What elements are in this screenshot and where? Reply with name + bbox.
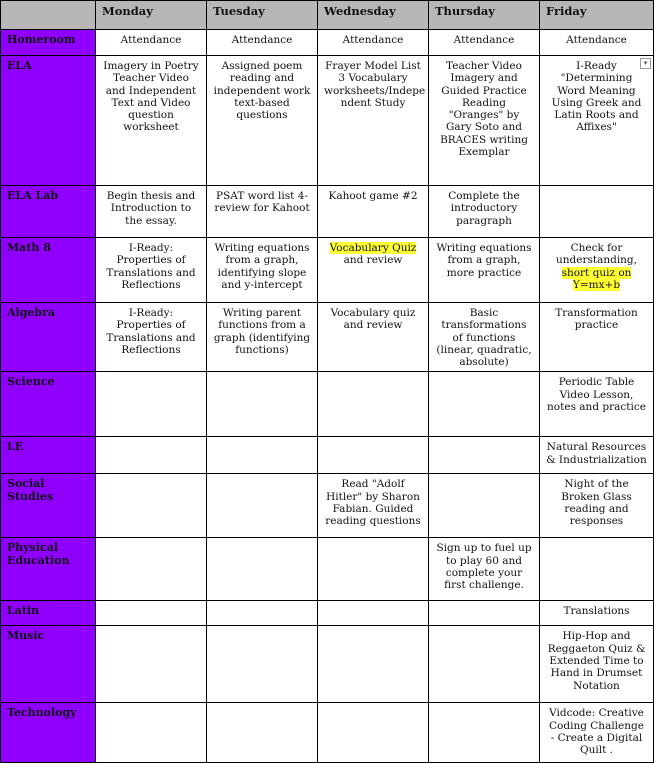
cell-tuesday <box>207 474 318 538</box>
schedule-row <box>1 186 654 238</box>
cell-friday: Attendance <box>540 30 654 56</box>
subject-label: Algebra <box>1 303 96 372</box>
cell-tuesday: Writing equations from a graph, identifying slope and y-intercept <box>207 238 318 303</box>
cell-tuesday: Assigned poem reading and independent work text-based questions <box>207 56 318 186</box>
cell-thursday: Attendance <box>429 30 540 56</box>
cell-wednesday: Frayer Model List 3 Vocabulary worksheets/Indepe ndent Study <box>318 56 429 186</box>
cell-monday: Attendance <box>96 30 207 56</box>
cell-text: and review <box>343 254 403 267</box>
cell-tuesday <box>207 437 318 474</box>
cell-friday: Translations <box>540 601 654 626</box>
cell-text: Check for understanding, <box>555 242 637 267</box>
cell-monday <box>96 703 207 763</box>
subject-label: Homeroom <box>1 30 96 56</box>
cell-tuesday: Attendance <box>207 30 318 56</box>
cell-friday: Night of the Broken Glass reading and responses <box>540 474 654 538</box>
cell-monday <box>96 372 207 437</box>
cell-thursday: Sign up to fuel up to play 60 and complete your first challenge. <box>429 538 540 601</box>
day-header-tuesday: Tuesday <box>207 1 318 30</box>
cell-wednesday <box>318 538 429 601</box>
schedule-row <box>1 538 654 601</box>
highlighted-text: Vocabulary Quiz <box>329 242 417 254</box>
subject-label: Technology <box>1 703 96 763</box>
schedule-row <box>1 56 654 186</box>
cell-friday: Vidcode: Creative Coding Challenge - Create a Digital Quilt . <box>540 703 654 763</box>
day-header-wednesday: Wednesday <box>318 1 429 30</box>
cell-wednesday <box>318 238 429 303</box>
schedule-row <box>1 372 654 437</box>
cell-thursday <box>429 601 540 626</box>
cell-monday: I-Ready: Properties of Translations and Reflections <box>96 238 207 303</box>
cell-tuesday <box>207 626 318 703</box>
highlighted-text: short quiz on Y=mx+b <box>561 266 632 291</box>
cell-friday: I-Ready "Determining Word Meaning Using Greek and Latin Roots and Affixes" ▾ <box>540 56 654 186</box>
schedule-row <box>1 474 654 538</box>
cell-thursday: Basic transformations of functions (linear, quadratic, absolute) <box>429 303 540 372</box>
cell-monday <box>96 538 207 601</box>
schedule-body <box>1 30 654 763</box>
cell-monday: I-Ready: Properties of Translations and Reflections <box>96 303 207 372</box>
cell-monday <box>96 601 207 626</box>
header-row <box>1 1 654 30</box>
cell-monday <box>96 474 207 538</box>
cell-thursday <box>429 474 540 538</box>
cell-wednesday <box>318 703 429 763</box>
schedule-row <box>1 437 654 474</box>
cell-wednesday <box>318 626 429 703</box>
schedule-row <box>1 303 654 372</box>
cell-tuesday: Writing parent functions from a graph (identifying functions) <box>207 303 318 372</box>
cell-thursday <box>429 372 540 437</box>
schedule-row <box>1 626 654 703</box>
cell-friday <box>540 186 654 238</box>
subject-label: ELA Lab <box>1 186 96 238</box>
cell-tuesday <box>207 703 318 763</box>
cell-tuesday <box>207 601 318 626</box>
cell-friday <box>540 538 654 601</box>
cell-friday: Transformation practice <box>540 303 654 372</box>
schedule-row <box>1 238 654 303</box>
subject-label: Latin <box>1 601 96 626</box>
cell-thursday <box>429 626 540 703</box>
subject-label: ELA <box>1 56 96 186</box>
cell-wednesday <box>318 437 429 474</box>
schedule-row <box>1 30 654 56</box>
cell-friday: Hip-Hop and Reggaeton Quiz & Extended Time to Hand in Drumset Notation <box>540 626 654 703</box>
cell-tuesday <box>207 538 318 601</box>
subject-label: Physical Education <box>1 538 96 601</box>
cell-wednesday: Attendance <box>318 30 429 56</box>
cell-wednesday: Kahoot game #2 <box>318 186 429 238</box>
cell-monday: Begin thesis and Introduction to the essay. <box>96 186 207 238</box>
schedule-row <box>1 703 654 763</box>
subject-label: Social Studies <box>1 474 96 538</box>
cell-thursday <box>429 703 540 763</box>
day-header-thursday: Thursday <box>429 1 540 30</box>
day-header-friday: Friday <box>540 1 654 30</box>
cell-wednesday: Read "Adolf Hitler" by Sharon Fabian. Guided reading questions <box>318 474 429 538</box>
cell-thursday <box>429 437 540 474</box>
subject-label: Music <box>1 626 96 703</box>
cell-tuesday: PSAT word list 4-review for Kahoot <box>207 186 318 238</box>
cell-friday <box>540 238 654 303</box>
cell-wednesday <box>318 372 429 437</box>
corner-cell <box>1 1 96 30</box>
cell-thursday: Complete the introductory paragraph <box>429 186 540 238</box>
cell-friday: Natural Resources & Industrialization <box>540 437 654 474</box>
cell-thursday: Teacher Video Imagery and Guided Practice Reading "Oranges" by Gary Soto and BRACES writing Exemplar <box>429 56 540 186</box>
cell-tuesday <box>207 372 318 437</box>
subject-label: Science <box>1 372 96 437</box>
cell-monday <box>96 626 207 703</box>
schedule-row <box>1 601 654 626</box>
cell-monday <box>96 437 207 474</box>
cell-menu-icon[interactable]: ▾ <box>640 58 651 69</box>
subject-label: LE <box>1 437 96 474</box>
cell-friday: Periodic Table Video Lesson, notes and practice <box>540 372 654 437</box>
day-header-monday: Monday <box>96 1 207 30</box>
cell-wednesday <box>318 601 429 626</box>
cell-wednesday: Vocabulary quiz and review <box>318 303 429 372</box>
subject-label: Math 8 <box>1 238 96 303</box>
cell-monday: Imagery in Poetry Teacher Video and Independent Text and Video question worksheet <box>96 56 207 186</box>
cell-thursday: Writing equations from a graph, more practice <box>429 238 540 303</box>
